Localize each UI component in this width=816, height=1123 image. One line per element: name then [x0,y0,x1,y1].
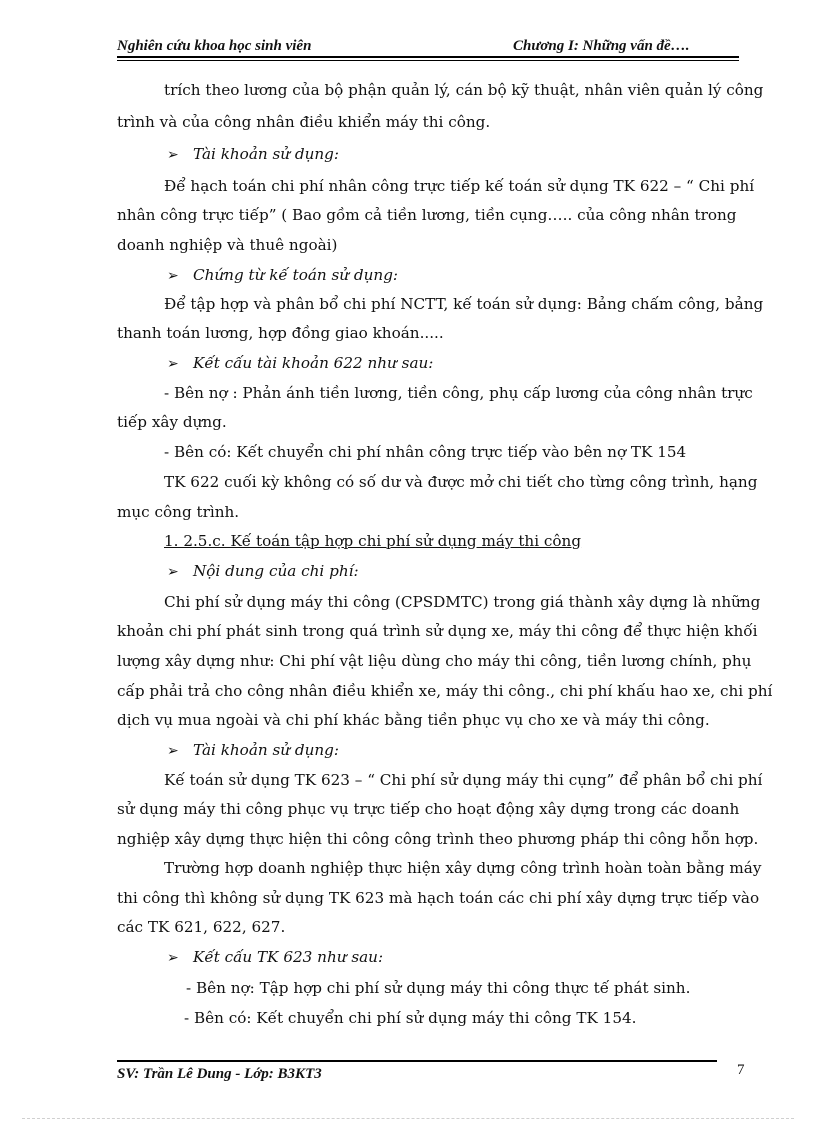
body-line: - Bên có: Kết chuyển chi phí nhân công trực tiếp vào bên nợ TK 154 [164,443,687,461]
body-line: Chi phí sử dụng máy thi công (CPSDMTC) trong giá thành xây dựng là những [164,593,761,611]
subheading-chung-tu: ➢ Chứng từ kế toán sử dụng: [167,266,399,284]
footer-student: SV: Trần Lê Dung - Lớp: B3KT3 [117,1066,322,1082]
subheading-tai-khoan-2: ➢ Tài khoản sử dụng: [167,741,340,759]
arrow-bullet-icon: ➢ [167,268,179,284]
subheading-ket-cau-622: ➢ Kết cấu tài khoản 622 như sau: [167,354,434,372]
arrow-bullet-icon: ➢ [167,147,179,163]
body-line: Trường hợp doanh nghiệp thực hiện xây dựng công trình hoàn toàn bằng máy [164,859,762,877]
header-title-right: Chương I: Những vấn đề…. [513,38,690,54]
header-rule-thin [117,60,739,61]
body-line: - Bên có: Kết chuyển chi phí sử dụng máy thi công TK 154. [184,1009,637,1027]
arrow-bullet-icon: ➢ [167,950,179,966]
subheading-noi-dung: ➢ Nội dung của chi phí: [167,562,359,580]
body-line: tiếp xây dựng. [117,413,227,431]
body-line: mục công trình. [117,503,240,521]
body-line: các TK 621, 622, 627. [117,918,286,936]
body-line: TK 622 cuối kỳ không có số dư và được mở chi tiết cho từng công trình, hạng [164,473,758,491]
body-line: Để tập hợp và phân bổ chi phí NCTT, kế toán sử dụng: Bảng chấm công, bảng [164,295,764,313]
header-title-left: Nghiên cứu khoa học sinh viên [117,38,312,54]
body-line: trình và của công nhân điều khiển máy thi công. [117,113,491,131]
header-rule-thick [117,56,739,58]
subheading-ket-cau-623: ➢ Kết cấu TK 623 như sau: [167,948,384,966]
body-line: thi công thì không sử dụng TK 623 mà hạch toán các chi phí xây dựng trực tiếp vào [117,889,760,907]
body-line: lượng xây dựng như: Chi phí vật liệu dùng cho máy thi công, tiền lương chính, phụ [117,652,752,670]
body-line: - Bên nợ : Phản ánh tiền lương, tiền công, phụ cấp lương của công nhân trực [164,384,753,402]
body-line: cấp phải trả cho công nhân điều khiển xe, máy thi công., chi phí khấu hao xe, chi phí [117,682,773,700]
body-line: sử dụng máy thi công phục vụ trực tiếp cho hoạt động xây dựng trong các doanh [117,800,740,818]
body-line: Để hạch toán chi phí nhân công trực tiếp kế toán sử dụng TK 622 – “ Chi phí [164,177,755,195]
arrow-bullet-icon: ➢ [167,743,179,759]
body-line: dịch vụ mua ngoài và chi phí khác bằng tiền phục vụ cho xe và máy thi công. [117,711,710,729]
footer-rule [117,1060,717,1062]
arrow-bullet-icon: ➢ [167,356,179,372]
page-edge-dashed [22,1118,794,1119]
body-line: trích theo lương của bộ phận quản lý, cán bộ kỹ thuật, nhân viên quản lý công [164,81,764,99]
section-heading: 1. 2.5.c. Kế toán tập hợp chi phí sử dụng máy thi công [164,532,582,550]
subheading-tai-khoan: ➢ Tài khoản sử dụng: [167,145,340,163]
body-line: thanh toán lương, hợp đồng giao khoán..... [117,324,444,342]
page-header [117,34,739,58]
body-line: - Bên nợ: Tập hợp chi phí sử dụng máy thi công thực tế phát sinh. [186,979,691,997]
arrow-bullet-icon: ➢ [167,564,179,580]
body-line: nghiệp xây dựng thực hiện thi công công trình theo phương pháp thi công hỗn hợp. [117,830,759,848]
page-number: 7 [737,1062,745,1078]
body-line: doanh nghiệp và thuê ngoài) [117,236,338,254]
body-line: Kế toán sử dụng TK 623 – “ Chi phí sử dụng máy thi cụng” để phân bổ chi phí [164,771,763,789]
body-line: nhân công trực tiếp” ( Bao gồm cả tiền lương, tiền cụng….. của công nhân trong [117,206,737,224]
body-line: khoản chi phí phát sinh trong quá trình sử dụng xe, máy thi công để thực hiện khối [117,622,758,640]
